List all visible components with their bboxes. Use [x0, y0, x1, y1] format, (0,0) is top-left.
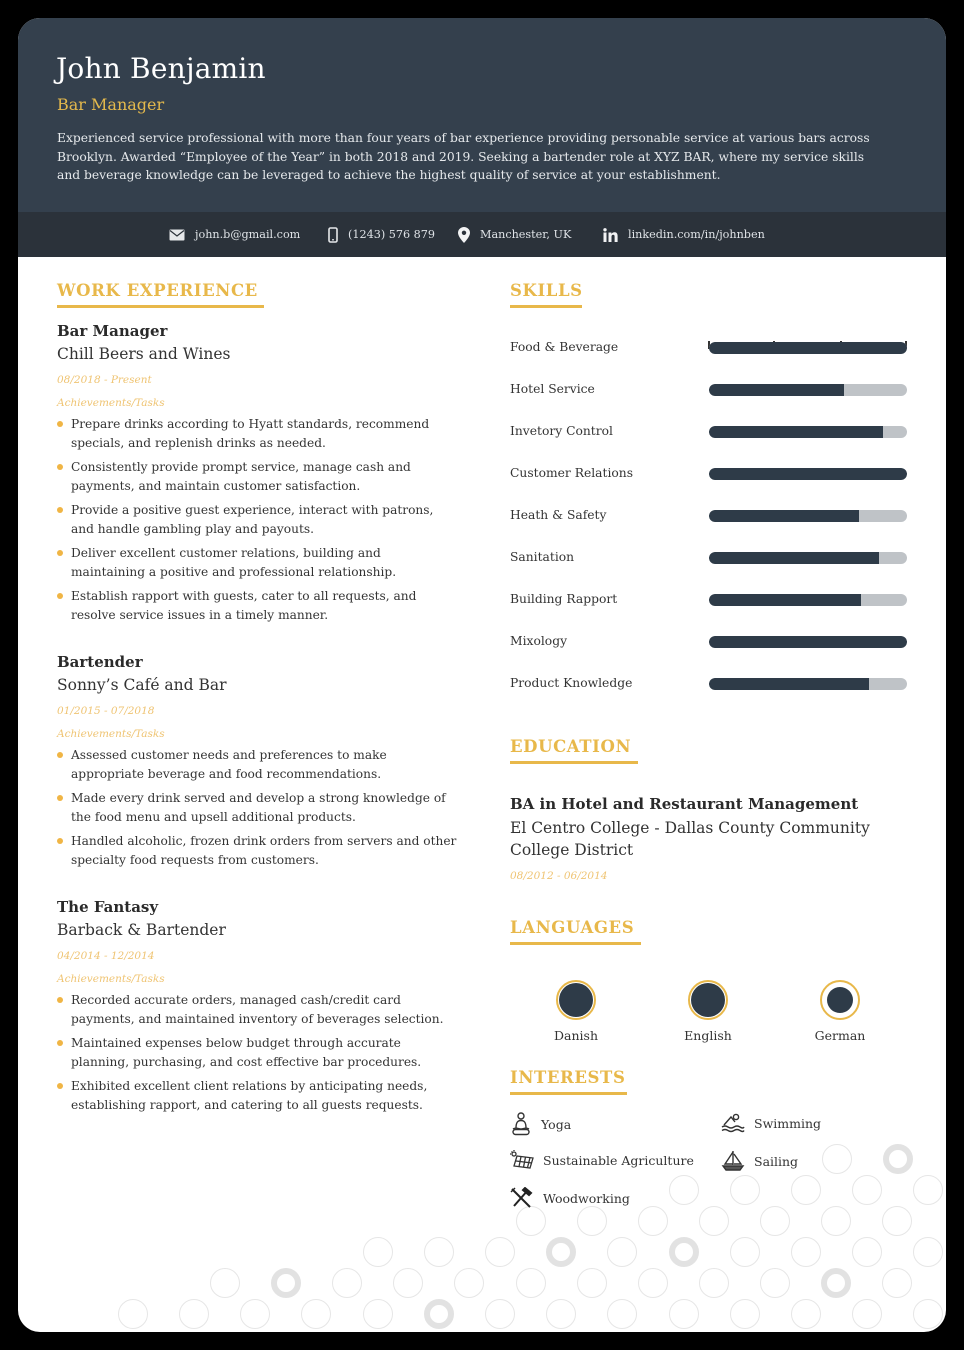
section-underline — [510, 761, 638, 764]
language-label: Danish — [554, 1028, 598, 1043]
education-heading: EDUCATION — [510, 737, 632, 756]
achievements-label: Achievements/Tasks — [57, 728, 165, 740]
skill-bar-fill — [709, 468, 907, 480]
job-title: The Fantasy — [57, 898, 159, 916]
bullet-item: Deliver excellent customer relations, building and maintaining a positive and professional relationship. — [57, 544, 457, 581]
decorative-circle — [791, 1237, 821, 1267]
skill-bar-fill — [709, 678, 869, 690]
interest-item — [510, 1150, 694, 1170]
job-company: Barback & Bartender — [57, 921, 226, 939]
language-item — [790, 980, 890, 1043]
job-bullets — [57, 746, 457, 869]
languages-heading: LANGUAGES — [510, 918, 635, 937]
interest-label: Sustainable Agriculture — [543, 1152, 694, 1168]
skill-row — [510, 464, 908, 484]
sailboat-icon — [721, 1150, 745, 1172]
decorative-circle — [179, 1299, 209, 1329]
decorative-circle — [699, 1206, 729, 1236]
contact-phone[interactable] — [328, 212, 435, 257]
swimming-icon — [721, 1112, 745, 1134]
interest-label: Woodworking — [543, 1190, 630, 1206]
section-underline — [510, 305, 582, 308]
decorative-circle — [913, 1175, 943, 1205]
decorative-circle — [822, 1144, 852, 1174]
bullet-dot-icon — [57, 997, 63, 1003]
decorative-circle — [363, 1299, 393, 1329]
decorative-circle — [240, 1299, 270, 1329]
language-label: German — [814, 1028, 866, 1043]
job-bullets — [57, 415, 457, 624]
decorative-circle — [485, 1237, 515, 1267]
candidate-name: John Benjamin — [56, 52, 266, 85]
decorative-circle — [516, 1268, 546, 1298]
achievements-label: Achievements/Tasks — [57, 973, 165, 985]
location-text: Manchester, UK — [480, 228, 572, 241]
interest-item — [721, 1112, 821, 1134]
language-item — [658, 980, 758, 1043]
decorative-circle — [363, 1237, 393, 1267]
decorative-circle — [852, 1175, 882, 1205]
solar-panel-icon — [510, 1150, 534, 1170]
envelope-icon — [169, 229, 185, 241]
candidate-role: Bar Manager — [57, 95, 165, 114]
skill-bar — [709, 678, 907, 690]
decorative-circle — [821, 1206, 851, 1236]
tools-icon — [510, 1187, 534, 1209]
decorative-circle — [852, 1299, 882, 1329]
bullet-dot-icon — [57, 1083, 63, 1089]
decorative-circle — [546, 1237, 576, 1267]
language-level-icon — [820, 980, 860, 1020]
decorative-circle — [393, 1268, 423, 1298]
decorative-circle — [301, 1299, 331, 1329]
skill-bar — [709, 552, 907, 564]
decorative-circle — [271, 1268, 301, 1298]
skill-label: Building Rapport — [510, 592, 618, 606]
yoga-icon — [510, 1112, 532, 1136]
decorative-circle — [454, 1268, 484, 1298]
job-company: Sonny’s Café and Bar — [57, 676, 227, 694]
bullet-dot-icon — [57, 550, 63, 556]
section-underline — [510, 942, 641, 945]
skill-row — [510, 548, 908, 568]
skill-bar-fill — [709, 636, 907, 648]
bullet-item: Establish rapport with guests, cater to all requests, and resolve service issues in a timely manner. — [57, 587, 457, 624]
skill-bar-fill — [709, 384, 844, 396]
skill-bar — [709, 636, 907, 648]
resume-page — [18, 18, 946, 1332]
interest-label: Sailing — [754, 1153, 799, 1169]
skill-label: Customer Relations — [510, 466, 634, 480]
skill-bar-fill — [709, 552, 879, 564]
language-level-icon — [688, 980, 728, 1020]
decorative-circle — [760, 1268, 790, 1298]
interest-item — [721, 1150, 798, 1172]
job-date: 04/2014 - 12/2014 — [57, 950, 155, 962]
bullet-item: Made every drink served and develop a strong knowledge of the food menu and upsell additional products. — [57, 789, 457, 826]
decorative-circle — [424, 1299, 454, 1329]
skill-bar — [709, 426, 907, 438]
achievements-label: Achievements/Tasks — [57, 397, 165, 409]
skills-heading: SKILLS — [510, 281, 583, 300]
decorative-circle — [699, 1268, 729, 1298]
skill-label: Sanitation — [510, 550, 575, 564]
email-text: john.b@gmail.com — [195, 228, 301, 241]
job-entry — [57, 652, 457, 875]
summary: Experienced service professional with more than four years of bar experience providing personable service at various bars across Brooklyn. Awarded “Employee of the Year” in both 2018 and 2019. Seeking a bartender role at XYZ BAR, where my service skills and beverage knowledge can be leveraged to achieve the highest quality of service at your establishment. — [57, 131, 870, 182]
skill-label: Hotel Service — [510, 382, 595, 396]
skill-label: Mixology — [510, 634, 568, 648]
bullet-dot-icon — [57, 752, 63, 758]
interest-label: Swimming — [754, 1115, 822, 1131]
interest-item — [510, 1112, 571, 1136]
skill-bar-fill — [709, 594, 861, 606]
decorative-circle — [210, 1268, 240, 1298]
skill-row — [510, 674, 908, 694]
decorative-circle — [577, 1268, 607, 1298]
decorative-circle — [669, 1237, 699, 1267]
decorative-circle — [791, 1299, 821, 1329]
decorative-circle — [760, 1206, 790, 1236]
decorative-circle — [516, 1206, 546, 1236]
job-entry — [57, 321, 457, 630]
decorative-circle — [821, 1268, 851, 1298]
decorative-circle — [883, 1144, 913, 1174]
edu-date: 08/2012 - 06/2014 — [510, 870, 608, 882]
bullet-item: Assessed customer needs and preferences to make appropriate beverage and food recommendations. — [57, 746, 457, 783]
skill-bar — [709, 594, 907, 606]
skill-bar-fill — [709, 510, 859, 522]
work-experience-heading: WORK EXPERIENCE — [57, 281, 258, 300]
contact-location — [458, 212, 571, 257]
bullet-dot-icon — [57, 507, 63, 513]
edu-degree: BA in Hotel and Restaurant Management — [510, 795, 859, 813]
bullet-item: Exhibited excellent client relations by anticipating needs, establishing rapport, and catering to all guests requests. — [57, 1077, 457, 1114]
skill-row — [510, 590, 908, 610]
skill-row — [510, 422, 908, 442]
section-underline — [510, 1092, 627, 1095]
bullet-dot-icon — [57, 464, 63, 470]
decorative-circle — [638, 1206, 668, 1236]
decorative-circle — [730, 1237, 760, 1267]
skill-label: Food & Beverage — [510, 340, 619, 354]
decorative-circle — [669, 1175, 699, 1205]
decorative-circle — [852, 1237, 882, 1267]
bullet-item: Prepare drinks according to Hyatt standards, recommend specials, and replenish drinks as needed. — [57, 415, 457, 452]
phone-icon — [328, 227, 338, 243]
bullet-item: Maintained expenses below budget through accurate planning, purchasing, and cost effective bar procedures. — [57, 1034, 457, 1071]
decorative-circle — [332, 1268, 362, 1298]
bullet-item: Consistently provide prompt service, manage cash and payments, and maintain customer satisfaction. — [57, 458, 457, 495]
job-title: Bar Manager — [57, 322, 168, 340]
skill-row — [510, 506, 908, 526]
skill-bar — [709, 384, 907, 396]
decorative-circle — [485, 1299, 515, 1329]
skill-bar — [709, 342, 907, 354]
skill-row — [510, 632, 908, 652]
section-underline — [57, 305, 264, 308]
decorative-circle — [882, 1206, 912, 1236]
location-pin-icon — [458, 227, 470, 243]
job-date: 08/2018 - Present — [57, 374, 152, 386]
skill-label: Heath & Safety — [510, 508, 607, 522]
skill-bar — [709, 510, 907, 522]
decorative-circle — [546, 1299, 576, 1329]
decorative-circle — [730, 1299, 760, 1329]
skill-row — [510, 380, 908, 400]
job-date: 01/2015 - 07/2018 — [57, 705, 155, 717]
skill-label: Product Knowledge — [510, 676, 633, 690]
skill-bar — [709, 468, 907, 480]
bullet-dot-icon — [57, 421, 63, 427]
decorative-circle — [882, 1268, 912, 1298]
decorative-circle — [607, 1237, 637, 1267]
job-bullets — [57, 991, 457, 1114]
interest-item — [510, 1187, 630, 1209]
contact-email[interactable] — [169, 212, 300, 257]
decorative-circle — [730, 1175, 760, 1205]
skill-label: Invetory Control — [510, 424, 613, 438]
decorative-circle — [607, 1299, 637, 1329]
job-title: Bartender — [57, 653, 143, 671]
decorative-circle — [913, 1299, 943, 1329]
job-entry — [57, 897, 457, 1120]
decorative-circle — [638, 1268, 668, 1298]
bullet-dot-icon — [57, 795, 63, 801]
bullet-item: Provide a positive guest experience, interact with patrons, and handle gambling play and payouts. — [57, 501, 457, 538]
language-label: English — [684, 1028, 732, 1043]
language-level-icon — [556, 980, 596, 1020]
linkedin-icon — [603, 228, 618, 242]
language-item — [526, 980, 626, 1043]
contact-linkedin[interactable] — [603, 212, 765, 257]
decorative-circle — [424, 1237, 454, 1267]
bullet-dot-icon — [57, 593, 63, 599]
bullet-dot-icon — [57, 838, 63, 844]
skill-row — [510, 338, 908, 358]
decorative-circle — [118, 1299, 148, 1329]
header — [18, 18, 946, 212]
interest-label: Yoga — [541, 1116, 572, 1132]
interests-heading: INTERESTS — [510, 1068, 626, 1087]
decorative-circle — [669, 1299, 699, 1329]
skill-bar-fill — [709, 426, 883, 438]
bullet-item: Recorded accurate orders, managed cash/credit card payments, and maintained inventory of beverages selection. — [57, 991, 457, 1028]
skill-bar-fill — [709, 342, 907, 354]
phone-text: (1243) 576 879 — [348, 228, 436, 241]
edu-school: El Centro College - Dallas County Community College District — [510, 819, 870, 859]
bullet-item: Handled alcoholic, frozen drink orders from servers and other specialty food requests from customers. — [57, 832, 457, 869]
linkedin-text: linkedin.com/in/johnben — [628, 228, 765, 241]
bullet-dot-icon — [57, 1040, 63, 1046]
job-company: Chill Beers and Wines — [57, 345, 231, 363]
decorative-circle — [577, 1206, 607, 1236]
decorative-circle — [791, 1175, 821, 1205]
decorative-circle — [913, 1237, 943, 1267]
contact-bar — [18, 212, 946, 257]
